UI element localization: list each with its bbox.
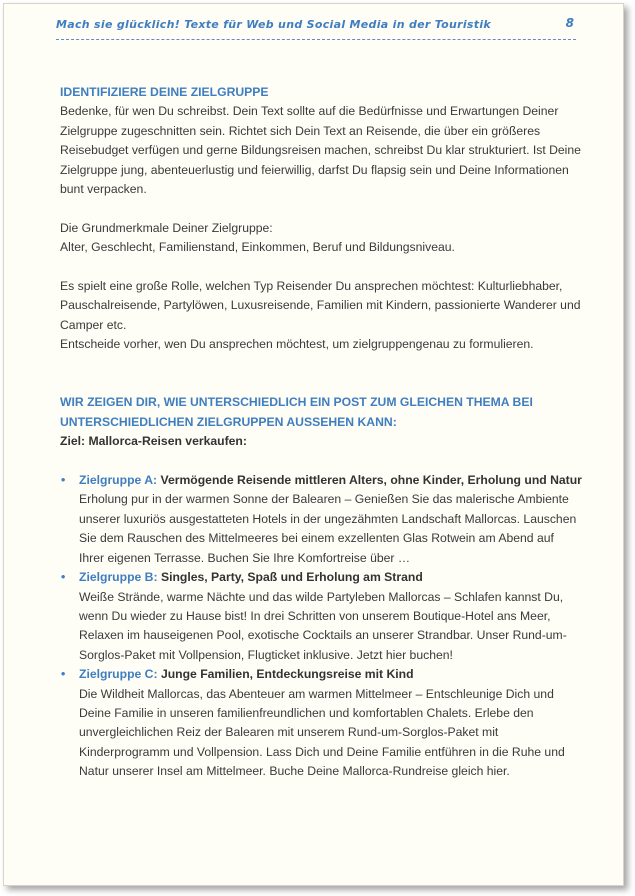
intro-paragraph: Bedenke, für wen Du schreibst. Dein Text sollte auf die Bedürfnisse und Erwartungen Deiner Zielgruppe zugeschnitten sein. Richtet sich Dein Text an Reisende, die über ein größeres Reisebudget verfügen und gerne Bildungsreisen machen, schreibst Du klar strukturiert. Ist Deine Zielgruppe jung, abenteuerlustig und feierwillig, darfst Du flapsig sein und Deine Informationen bunt verpacken. [60, 104, 581, 197]
group-text: Weiße Strände, warme Nächte und das wilde Partyleben Mallorcas – Schlafen kannst Du, wenn Du wieder zu Hause bist! In drei Schritten von unserem Boutique-Hotel ans Meer, Relaxen im hauseigenen Pool, exotische Cocktails an unserer Strandbar. Unser Rund-um-Sorglos-Paket mit Vollpension, Flugticket inklusive. Jetzt hier buchen! [79, 589, 567, 662]
features-list: Alter, Geschlecht, Familienstand, Einkommen, Beruf und Bildungsniveau. [60, 240, 455, 255]
bullet-icon: • [61, 570, 66, 585]
features-label: Die Grundmerkmale Deiner Zielgruppe: [60, 220, 273, 235]
group-label: Zielgruppe B: [79, 570, 158, 585]
bullet-icon: • [61, 667, 66, 682]
target-group-item [60, 665, 582, 781]
group-title: Junge Familien, Entdeckungsreise mit Kind [160, 667, 414, 682]
document-page [3, 3, 624, 886]
group-label: Zielgruppe C: [79, 667, 158, 682]
decision-paragraph: Entscheide vorher, wen Du ansprechen möchtest, um zielgruppengenau zu formulieren. [60, 337, 534, 352]
traveler-types-paragraph: Es spielt eine große Rolle, welchen Typ Reisender Du ansprechen möchtest: Kulturliebhaber, Pauschalreisende, Partylöwen, Luxusreisende, Familien mit Kindern, passionierte Wanderer und Camper etc. [60, 279, 581, 332]
section-heading-zielgruppe: IDENTIFIZIERE DEINE ZIELGRUPPE [60, 85, 269, 99]
goal-line: Ziel: Mallorca-Reisen verkaufen: [60, 434, 247, 449]
target-group-list [60, 471, 582, 782]
group-title: Singles, Party, Spaß und Erholung am Strand [160, 570, 423, 585]
header-title: Mach sie glücklich! Texte für Web und Social Media in der Touristik [56, 18, 492, 31]
bullet-icon: • [61, 473, 66, 488]
target-group-item [60, 471, 582, 568]
target-group-item [60, 568, 582, 665]
page-number: 8 [565, 16, 574, 30]
group-text: Erholung pur in der warmen Sonne der Balearen – Genießen Sie das malerische Ambiente unserer luxuriös ausgestatteten Hotels in der ungezähmten Landschaft Mallorcas. Lauschen Sie dem Rauschen des Mittelmeeres bei einem exzellenten Glas Rotwein am Abend auf Ihrer eigenen Terrasse. Buchen Sie Ihre Komfortreise über … [79, 492, 577, 565]
page-content [60, 83, 582, 782]
section-heading-examples: WIR ZEIGEN DIR, WIE UNTERSCHIEDLICH EIN POST ZUM GLEICHEN THEMA BEI UNTERSCHIEDLICHEN ZIELGRUPPEN AUSSEHEN KANN: [60, 395, 533, 429]
page-header [56, 13, 576, 40]
group-text: Die Wildheit Mallorcas, das Abenteuer am warmen Mittelmeer – Entschleunige Dich und Deine Familie in unseren familienfreundlichen und komfortablen Chalets. Erlebe den unvergleichlichen Reiz der Balearen mit unserem Rund-um-Sorglos-Paket mit Kinderprogramm und Vollpension. Lass Dich und Deine Familie entführen in die Ruhe und Natur unserer Insel am Mittelmeer. Buche Deine Mallorca-Rundreise gleich hier. [79, 686, 565, 779]
group-label: Zielgruppe A: [79, 473, 158, 488]
group-title: Vermögende Reisende mittleren Alters, ohne Kinder, Erholung und Natur [160, 473, 582, 488]
